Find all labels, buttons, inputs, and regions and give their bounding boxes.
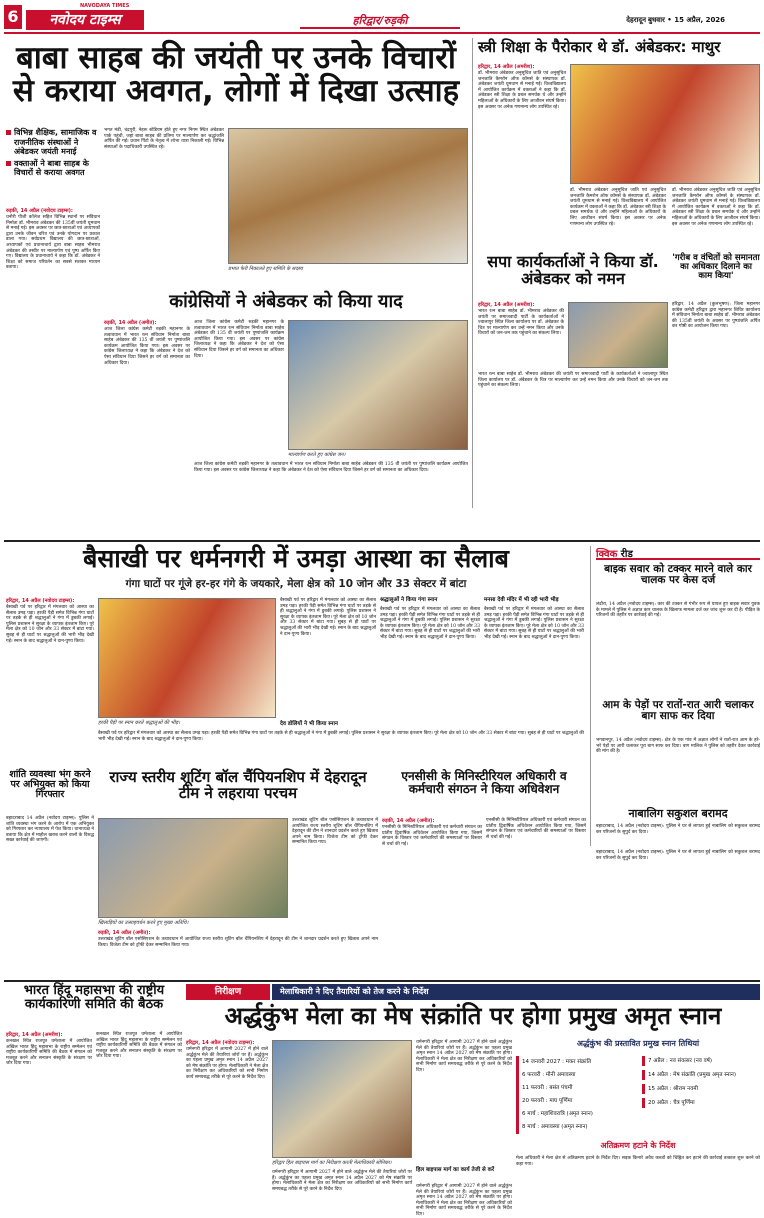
- mahasabha-dateline: हरिद्वार, 14 अप्रैल (अमरीश):: [6, 1032, 63, 1038]
- schedule-date: 20 फरवरी : माघ पूर्णिमा: [516, 1095, 640, 1108]
- congress-col3: आज जिला कांग्रेस कमेटी रुड़की महानगर के तत्वावधान में भारत रत्न संविधान निर्माता बाबा साहेब अंबेडकर की 135 वीं जयंती पर पुष्पांजलि कार्यक्रम आयोजित किया गया। इस अवसर पर कांग्रेस जिलाध्यक्ष ने कहा कि अंबेडकर ने देश को ऐसा संविधान दिया जिसने हर वर्ग को समानता का अधिकार दिया।: [194, 462, 468, 473]
- kumbh-dateline: हरिद्वार, 14 अप्रैल (नवोदय टाइम्स):: [186, 1040, 255, 1046]
- lead-col2: भगत मंडी, चंद्रपुरी, नेहरू स्टेडियम होते हुए नगर निगम स्थित अंबेडकर पार्क पहुंची, जहां बाबा साहब की प्रतिमा पर माल्यार्पण कर श्रद्धांजलि अर्पित की गई। प्रधान पिंटो के नेतृत्व में शोभा यात्रा निकाली गई। विभिन्न संस्थाओं के पदाधिकारी उपस्थित रहे।: [104, 128, 224, 150]
- sapa-photo: [568, 302, 668, 368]
- congress-col2: आज जिला कांग्रेस कमेटी रुड़की महानगर के तत्वावधान में भारत रत्न संविधान निर्माता बाबा साहेब अंबेडकर की 135 वीं जयंती पर पुष्पांजलि कार्यक्रम आयोजित किया गया। इस अवसर पर कांग्रेस जिलाध्यक्ष ने कहा कि अंबेडकर ने देश को ऐसा संविधान दिया जिसने हर वर्ग को समानता का अधिकार दिया।: [194, 320, 284, 359]
- mahasabha-col1: कनखल स्थित राजपूत धर्मशाला में आयोजित अखिल भारत हिंदू महासभा के राष्ट्रीय सम्मेलन एवं राष्ट्रीय कार्यकारिणी समिति की बैठक में संगठन को मजबूत करने और सनातन संस्कृति के संरक्षण पर जोर दिया गया।: [6, 1039, 92, 1067]
- faith-sub3: मनसा देवी मंदिर में भी रही भारी भीड़: [484, 597, 559, 603]
- kumbh-headline: अर्द्धकुंभ मेला का मेष संक्रांति पर होगा प्रमुख अमृत स्नान: [224, 1002, 722, 1030]
- schedule-date: 11 फरवरी : बसंत पंचमी: [516, 1082, 640, 1095]
- masthead-tagline: NAVODAYA TIMES: [80, 3, 130, 9]
- lead-photo-caption: प्रभात फेरी निकालते हुए समिति के सदस्य: [228, 266, 303, 272]
- right-top-col1: डॉ. भीमराव अंबेडकर अनुसूचित जाति एवं अनुसूचित जनजाति कैमरोन ऑफ कॉमर्स के संस्थापक डॉ. अंबेडकर जयंती धूमधाम से मनाई गई। विश्वविद्यालय में आयोजित कार्यक्रम में वक्ताओं ने कहा कि डॉ. अंबेडकर स्त्री शिक्षा के प्रबल समर्थक थे और उन्होंने महिलाओं के अधिकारों के लिए आजीवन संघर्ष किया। इस अवसर पर अनेक गणमान्य लोग उपस्थित रहे।: [478, 71, 566, 110]
- faith-col3: बैसाखी पर्व पर हरिद्वार में मंगलवार को आस्था का सैलाब उमड़ पड़ा। हरकी पैड़ी समेत विभिन्न गंगा घाटों पर तड़के से ही श्रद्धालुओं ने गंगा में डुबकी लगाई। पुलिस प्रशासन ने सुरक्षा के व्यापक इंतजाम किए। पूरे मेला क्षेत्र को 10 जोन और 33 सेक्टर में बांटा गया। सुबह से ही घाटों पर श्रद्धालुओं की भारी भीड़ देखी गई। स्नान के बाद श्रद्धालुओं ने दान-पुण्य किया।: [380, 607, 480, 640]
- faith-col2: बैसाखी पर्व पर हरिद्वार में मंगलवार को आस्था का सैलाब उमड़ पड़ा। हरकी पैड़ी समेत विभिन्न गंगा घाटों पर तड़के से ही श्रद्धालुओं ने गंगा में डुबकी लगाई। पुलिस प्रशासन ने सुरक्षा के व्यापक इंतजाम किए। पूरे मेला क्षेत्र को 10 जोन और 33 सेक्टर में बांटा गया। सुबह से ही घाटों पर श्रद्धालुओं की भारी भीड़ देखी गई। स्नान के बाद श्रद्धालुओं ने दान-पुण्य किया।: [280, 598, 376, 637]
- faith-sub2: देव डोलियों ने भी किया स्नान: [280, 721, 338, 727]
- lead-bullets: [6, 128, 100, 204]
- mango-headline: आम के पेड़ों पर रातों-रात आरी चलाकर बाग साफ कर दिया: [602, 699, 754, 723]
- kumbh-photo: [272, 1040, 412, 1158]
- right-top-headline: स्त्री शिक्षा के पैरोकार थे डॉ. अंबेडकर: माथुर: [478, 38, 721, 56]
- schedule-date: 6 फरवरी : मौनी अमावस्या: [516, 1069, 640, 1082]
- minor-headline: नाबालिग सकुशल बरामद: [628, 807, 728, 820]
- right-top-col3: डॉ. भीमराव अंबेडकर अनुसूचित जाति एवं अनुसूचित जनजाति कैमरोन ऑफ कॉमर्स के संस्थापक डॉ. अंबेडकर जयंती धूमधाम से मनाई गई। विश्वविद्यालय में आयोजित कार्यक्रम में वक्ताओं ने कहा कि डॉ. अंबेडकर स्त्री शिक्षा के प्रबल समर्थक थे और उन्होंने महिलाओं के अधिकारों के लिए आजीवन संघर्ष किया। इस अवसर पर अनेक गणमान्य लोग उपस्थित रहे।: [672, 188, 760, 227]
- sapa-col1: भारत रत्न बाबा साहेब डॉ. भीमराव अंबेडकर की जयंती पर समाजवादी पार्टी के कार्यकर्ताओं ने ज्वालापुर स्थित जिला कार्यालय पर डॉ. अंबेडकर के चित्र पर माल्यार्पण कर उन्हें नमन किया और उनके विचारों को जन-जन तक पहुंचाने का संकल्प लिया।: [478, 309, 564, 337]
- page-number: 6: [4, 5, 22, 29]
- shooting-headline: राज्य स्तरीय शूटिंग बॉल चैंपियनशिप में देहरादून टीम ने लहराया परचम: [109, 768, 367, 802]
- bike-text: लंढौरा, 14 अप्रैल (नवोदय टाइम्स): कार की टक्कर से गंभीर रूप से घायल हुए बाइक सवार युवक के मामले में पुलिस ने अज्ञात कार चालक के खिलाफ मामला दर्ज कर जांच शुरू कर दी है। पीड़ित के परिजनों की तहरीर पर कार्रवाई की गई।: [596, 602, 760, 619]
- congress-photo-caption: माल्यार्पण करते हुए कांग्रेस जन।: [288, 452, 346, 458]
- bike-headline: बाइक सवार को टक्कर मारने वाले कार चालक पर केस दर्ज: [604, 563, 752, 587]
- ncc-col1: एनसीसी के मिनिस्टीरियल अधिकारी एवं कर्मचारी संगठन का प्रांतीय द्विवार्षिक अधिवेशन आयोजित किया गया, जिसमें संगठन के विस्तार एवं कर्मचारियों की समस्याओं पर विस्तार से चर्चा की गई।: [382, 825, 482, 847]
- lead-bullet: विभिन्न शैक्षिक, सामाजिक व राजनीतिक संस्थाओं ने अंबेडकर जयंती मनाई: [6, 128, 100, 157]
- section-rule: [4, 540, 760, 542]
- faith-sub1: श्रद्धालुओं ने किया गंगा स्नान: [380, 597, 438, 603]
- header-date: बुधवार • 15 अप्रैल, 2026: [648, 16, 726, 24]
- mahasabha-col2: कनखल स्थित राजपूत धर्मशाला में आयोजित अखिल भारत हिंदू महासभा के राष्ट्रीय सम्मेलन एवं राष्ट्रीय कार्यकारिणी समिति की बैठक में संगठन को मजबूत करने और सनातन संस्कृति के संरक्षण पर जोर दिया गया।: [96, 1032, 182, 1060]
- quick-read-label-a: क्विक: [596, 549, 618, 560]
- schedule-date: 8 मार्च : अमावस्या (अमृत स्नान): [516, 1121, 640, 1134]
- kumbh-photo-caption: हरिद्वार हिल बाइपास मार्ग का निरीक्षण करती मेलाधिकारी सोनिका।: [272, 1160, 392, 1166]
- lead-col1: धनौरी पीजी कॉलेज सहित विभिन्न स्थानों पर संविधान निर्माता डॉ. भीमराव अंबेडकर की 135वीं जयंती धूमधाम से मनाई गई। इस अवसर पर छात्र-छात्राओं एवं अध्यापकों द्वारा उनके जीवन चरित्र एवं उनके योगदान पर प्रकाश डाला गया। सर्वप्रथम विद्यालय की छात्र-छात्राओं, अध्यापकों एवं प्रधानाचार्य द्वारा बाबा साहब भीमराव अंबेडकर की तस्वीर पर माल्यार्पण एवं पुष्प अर्पित किए गए। विद्यालय के प्रधानाचार्य ने कहा कि डॉ. अंबेडकर ने शिक्षा को समाज परिवर्तन का सबसे सशक्त माध्यम बताया।: [6, 215, 100, 271]
- congress-dateline: रुड़की, 14 अप्रैल (अमीत):: [104, 320, 157, 326]
- congress-photo: [288, 320, 468, 450]
- quick-read-label-b: रीड: [620, 549, 633, 560]
- quick-read-label: [596, 546, 760, 560]
- congress-col1: आज जिला कांग्रेस कमेटी रुड़की महानगर के तत्वावधान में भारत रत्न संविधान निर्माता बाबा साहेब अंबेडकर की 135 वीं जयंती पर पुष्पांजलि कार्यक्रम आयोजित किया गया। इस अवसर पर कांग्रेस जिलाध्यक्ष ने कहा कि अंबेडकर ने देश को ऐसा संविधान दिया जिसने हर वर्ग को समानता का अधिकार दिया।: [104, 327, 190, 366]
- faith-photo: [98, 598, 276, 718]
- schedule-date: 20 अप्रैल : चैत्र पूर्णिमा: [642, 1098, 760, 1108]
- ncc-col2: एनसीसी के मिनिस्टीरियल अधिकारी एवं कर्मचारी संगठन का प्रांतीय द्विवार्षिक अधिवेशन आयोजित किया गया, जिसमें संगठन के विस्तार एवं कर्मचारियों की समस्याओं पर विस्तार से चर्चा की गई।: [486, 818, 586, 840]
- inspection-label: निरीक्षण: [186, 984, 270, 1000]
- faith-col4: बैसाखी पर्व पर हरिद्वार में मंगलवार को आस्था का सैलाब उमड़ पड़ा। हरकी पैड़ी समेत विभिन्न गंगा घाटों पर तड़के से ही श्रद्धालुओं ने गंगा में डुबकी लगाई। पुलिस प्रशासन ने सुरक्षा के व्यापक इंतजाम किए। पूरे मेला क्षेत्र को 10 जोन और 33 सेक्टर में बांटा गया। सुबह से ही घाटों पर श्रद्धालुओं की भारी भीड़ देखी गई। स्नान के बाद श्रद्धालुओं ने दान-पुण्य किया।: [484, 607, 584, 640]
- right-sub-headline: 'गरीब व वंचितों को समानता का अधिकार दिलाने का काम किया': [672, 253, 760, 281]
- minor-text: बहादराबाद, 14 अप्रैल (नवोदय टाइम्स): पुलिस ने घर से लापता हुई नाबालिग को सकुशल बरामद कर परिजनों के सुपुर्द कर दिया।: [596, 824, 760, 835]
- kumbh-col4: धर्मनगरी हरिद्वार में आगामी 2027 में होने वाले अर्द्धकुंभ मेले की तैयारियां जोरों पर हैं। अर्द्धकुंभ का पहला प्रमुख अमृत स्नान 14 अप्रैल 2027 को मेष संक्रांति पर होगा। मेलाधिकारी ने मेला क्षेत्र का निरीक्षण कर अधिकारियों को सभी निर्माण कार्य समयबद्ध तरीके से पूरे करने के निर्देश दिए।: [416, 1184, 512, 1217]
- quick-read-extra: बहादराबाद, 14 अप्रैल (नवोदय टाइम्स): पुलिस ने घर से लापता हुई नाबालिग को सकुशल बरामद कर परिजनों के सुपुर्द कर दिया।: [596, 850, 760, 861]
- right-top-col2: डॉ. भीमराव अंबेडकर अनुसूचित जाति एवं अनुसूचित जनजाति कैमरोन ऑफ कॉमर्स के संस्थापक डॉ. अंबेडकर जयंती धूमधाम से मनाई गई। विश्वविद्यालय में आयोजित कार्यक्रम में वक्ताओं ने कहा कि डॉ. अंबेडकर स्त्री शिक्षा के प्रबल समर्थक थे और उन्होंने महिलाओं के अधिकारों के लिए आजीवन संघर्ष किया। इस अवसर पर अनेक गणमान्य लोग उपस्थित रहे।: [570, 188, 666, 227]
- shooting-dateline: रुड़की, 14 अप्रैल (अमीत):: [98, 930, 151, 936]
- encroach-headline: अतिक्रमण हटाने के निर्देश: [600, 1141, 676, 1150]
- right-sub-text: हरिद्वार, 14 अप्रैल (कुलभूषण): जिला महानगर कांग्रेस कमेटी हरिद्वार द्वारा महानगर शिविर कार्यालय में संविधान निर्माता बाबा साहेब डॉ. भीमराव अंबेडकर की 135वीं जयंती के अवसर पर पुष्पांजलि अर्पित कर गोष्ठी का आयोजन किया गया।: [672, 302, 760, 330]
- shooting-photo: [98, 818, 288, 918]
- faith-headline: बैसाखी पर धर्मनगरी में उमड़ा आस्था का सैलाब: [83, 544, 509, 573]
- peace-headline: शांति व्यवस्था भंग करने पर अभियुक्त को किया गिरफ्तार: [9, 769, 91, 801]
- mahasabha-headline: भारत हिंदू महासभा की राष्ट्रीय कार्यकारिणी समिति की बैठक: [23, 983, 165, 1012]
- schedule-date: 6 मार्च : महाशिवरात्रि (अमृत स्नान): [516, 1108, 640, 1121]
- header-rule: [4, 32, 760, 34]
- shooting-col1: उत्तराखंड शूटिंग बॉल एसोसिएशन के तत्वावधान में आयोजित राज्य स्तरीय शूटिंग बॉल चैंपियनशिप में देहरादून की टीम ने शानदार प्रदर्शन करते हुए खिताब अपने नाम किया। विजेता टीम को ट्रॉफी देकर सम्मानित किया गया।: [292, 818, 378, 846]
- lead-photo: [228, 128, 468, 264]
- column-divider: [472, 38, 473, 508]
- schedule-date: 14 अप्रैल : मेष संक्रांति (प्रमुख अमृत स्नान): [642, 1070, 760, 1080]
- faith-subhead: गंगा घाटों पर गूंजे हर-हर गंगे के जयकारे, मेला क्षेत्र को 10 जोन और 33 सेक्टर में बांटा: [125, 578, 467, 590]
- sapa-headline: सपा कार्यकर्ताओं ने किया डॉ. अंबेडकर को नमन: [487, 252, 659, 288]
- faith-photo-caption: हरकी पैड़ी पर स्नान करते श्रद्धालुओं की भीड़।: [98, 720, 180, 726]
- schedule-title: अर्द्धकुंभ की प्रस्तावित प्रमुख स्नान तिथियां: [576, 1039, 700, 1048]
- schedule-right: [642, 1056, 760, 1138]
- schedule-date: 14 जनवरी 2027 : मकर संक्रांति: [516, 1056, 640, 1069]
- kumbh-strap: मेलाधिकारी ने दिए तैयारियों को तेज करने के निर्देश: [272, 984, 760, 1000]
- right-top-dateline: हरिद्वार, 14 अप्रैल (अमरीश):: [478, 64, 535, 70]
- sapa-col2: भारत रत्न बाबा साहेब डॉ. भीमराव अंबेडकर की जयंती पर समाजवादी पार्टी के कार्यकर्ताओं ने ज्वालापुर स्थित जिला कार्यालय पर डॉ. अंबेडकर के चित्र पर माल्यार्पण कर उन्हें नमन किया और उनके विचारों को जन-जन तक पहुंचाने का संकल्प लिया।: [478, 372, 668, 389]
- mango-text: भगवानपुर, 14 अप्रैल (नवोदय टाइम्स): क्षेत्र के एक गांव में अज्ञात लोगों ने रातों-रात आम के हरे-भरे पेड़ों पर आरी चलाकर पूरा बाग साफ कर दिया। बाग मालिक ने पुलिस को तहरीर देकर कार्रवाई की मांग की है।: [596, 738, 760, 755]
- shooting-col2: उत्तराखंड शूटिंग बॉल एसोसिएशन के तत्वावधान में आयोजित राज्य स्तरीय शूटिंग बॉल चैंपियनशिप में देहरादून की टीम ने शानदार प्रदर्शन करते हुए खिताब अपने नाम किया। विजेता टीम को ट्रॉफी देकर सम्मानित किया गया।: [98, 937, 378, 948]
- kumbh-sub: हिल बाइपास मार्ग का कार्य तेजी से करें: [416, 1167, 495, 1173]
- section-rule: [4, 980, 760, 982]
- lead-dateline: रुड़की, 14 अप्रैल (नवोदय टाइम्स):: [6, 208, 73, 214]
- faith-col5: बैसाखी पर्व पर हरिद्वार में मंगलवार को आस्था का सैलाब उमड़ पड़ा। हरकी पैड़ी समेत विभिन्न गंगा घाटों पर तड़के से ही श्रद्धालुओं ने गंगा में डुबकी लगाई। पुलिस प्रशासन ने सुरक्षा के व्यापक इंतजाम किए। पूरे मेला क्षेत्र को 10 जोन और 33 सेक्टर में बांटा गया। सुबह से ही घाटों पर श्रद्धालुओं की भारी भीड़ देखी गई। स्नान के बाद श्रद्धालुओं ने दान-पुण्य किया।: [98, 731, 584, 742]
- header-city: देहरादून: [626, 16, 646, 24]
- peace-text: बहादराबाद 14 अप्रैल (नवोदय टाइम्स): पुलिस ने शांति व्यवस्था भंग करने के आरोप में एक अभियुक्त को गिरफ्तार कर न्यायालय में पेश किया। थानाध्यक्ष ने बताया कि क्षेत्र में माहौल खराब करने वालों के विरुद्ध सख्त कार्रवाई की जाएगी।: [6, 816, 94, 844]
- faith-col1: बैसाखी पर्व पर हरिद्वार में मंगलवार को आस्था का सैलाब उमड़ पड़ा। हरकी पैड़ी समेत विभिन्न गंगा घाटों पर तड़के से ही श्रद्धालुओं ने गंगा में डुबकी लगाई। पुलिस प्रशासन ने सुरक्षा के व्यापक इंतजाम किए। पूरे मेला क्षेत्र को 10 जोन और 33 सेक्टर में बांटा गया। सुबह से ही घाटों पर श्रद्धालुओं की भारी भीड़ देखी गई। स्नान के बाद श्रद्धालुओं ने दान-पुण्य किया।: [6, 605, 94, 644]
- schedule-date: 15 अप्रैल : श्रीराम नवमी: [642, 1084, 760, 1094]
- sapa-dateline: हरिद्वार, 14 अप्रैल (अमरीश):: [478, 302, 535, 308]
- encroach-text: मेला अधिकारी ने मेला क्षेत्र से अतिक्रमण हटाने के निर्देश दिए। सड़क किनारे अवैध कब्जों को चिह्नित कर हटाने की कार्रवाई तत्काल शुरू करने को कहा गया।: [516, 1156, 760, 1167]
- right-top-photo: [570, 64, 760, 184]
- ncc-headline: एनसीसी के मिनिस्टीरियल अधिकारी व कर्मचारी संगठन ने किया अधिवेशन: [401, 769, 567, 796]
- faith-dateline: हरिद्वार, 14 अप्रैल (नवोदय टाइम्स):: [6, 598, 75, 604]
- lead-headline: बाबा साहब की जयंती पर उनके विचारों से कराया अवगत, लोगों में दिखा उत्साह: [12, 40, 460, 109]
- kumbh-col2: धर्मनगरी हरिद्वार में आगामी 2027 में होने वाले अर्द्धकुंभ मेले की तैयारियां जोरों पर हैं। अर्द्धकुंभ का पहला प्रमुख अमृत स्नान 14 अप्रैल 2027 को मेष संक्रांति पर होगा। मेलाधिकारी ने मेला क्षेत्र का निरीक्षण कर अधिकारियों को सभी निर्माण कार्य समयबद्ध तरीके से पूरे करने के निर्देश दिए।: [272, 1170, 412, 1192]
- kumbh-col3: धर्मनगरी हरिद्वार में आगामी 2027 में होने वाले अर्द्धकुंभ मेले की तैयारियां जोरों पर हैं। अर्द्धकुंभ का पहला प्रमुख अमृत स्नान 14 अप्रैल 2027 को मेष संक्रांति पर होगा। मेलाधिकारी ने मेला क्षेत्र का निरीक्षण कर अधिकारियों को सभी निर्माण कार्य समयबद्ध तरीके से पूरे करने के निर्देश दिए।: [416, 1040, 512, 1073]
- schedule-date: 7 अप्रैल : नव संवत्सर (नव वर्ष): [642, 1056, 760, 1066]
- masthead-logo: नवोदय टाइम्स: [26, 10, 144, 30]
- section-title: हरिद्वार/रुड़की: [300, 13, 460, 29]
- shooting-photo-caption: खिलाड़ियों का उत्साहवर्धन करते हुए मुख्य अतिथि।: [98, 920, 189, 926]
- schedule-left: [516, 1056, 640, 1138]
- lead-bullet: वक्ताओं ने बाबा साहब के विचारों से कराया अवगत: [6, 159, 100, 178]
- ncc-dateline: रुड़की, 14 अप्रैल (अमीत):: [382, 818, 435, 824]
- congress-headline: कांग्रेसियों ने अंबेडकर को किया याद: [169, 291, 403, 312]
- kumbh-col1: धर्मनगरी हरिद्वार में आगामी 2027 में होने वाले अर्द्धकुंभ मेले की तैयारियां जोरों पर हैं। अर्द्धकुंभ का पहला प्रमुख अमृत स्नान 14 अप्रैल 2027 को मेष संक्रांति पर होगा। मेलाधिकारी ने मेला क्षेत्र का निरीक्षण कर अधिकारियों को सभी निर्माण कार्य समयबद्ध तरीके से पूरे करने के निर्देश दिए।: [186, 1047, 268, 1080]
